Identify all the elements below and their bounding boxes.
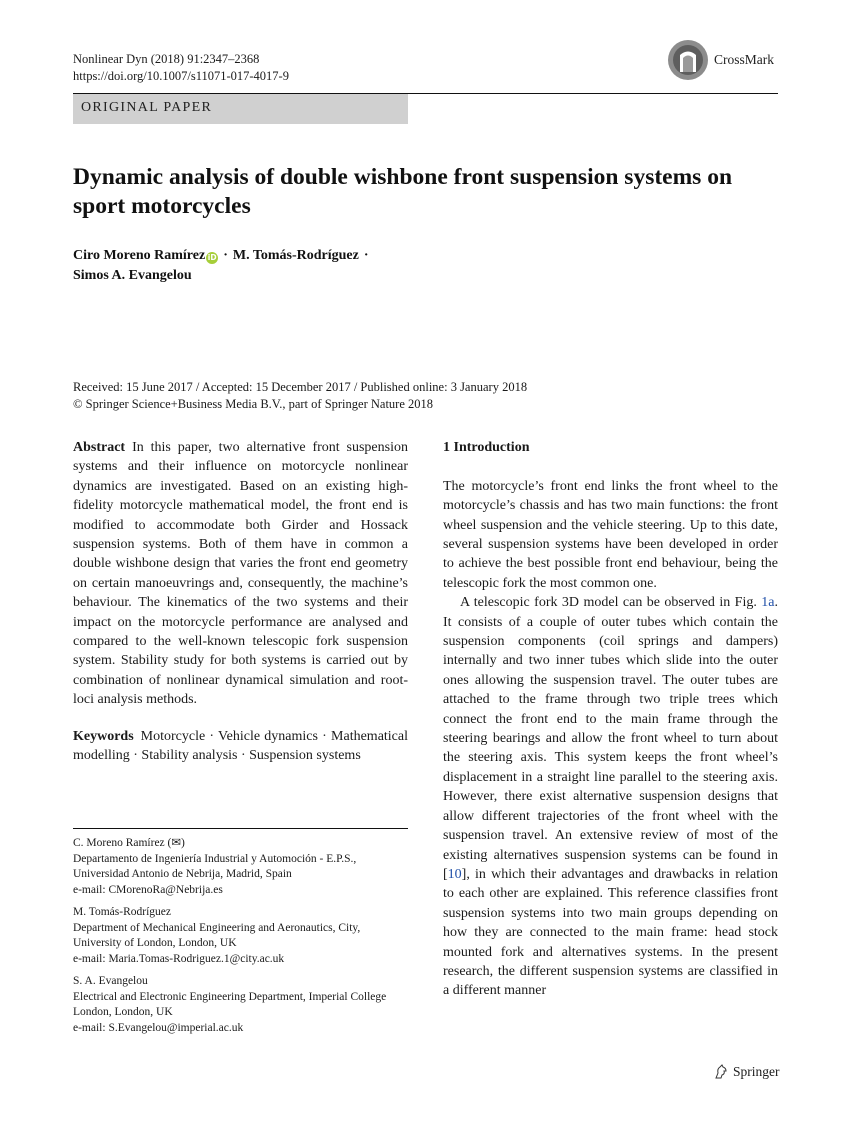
affiliation-email[interactable]: e-mail: CMorenoRa@Nebrija.es <box>73 883 223 896</box>
copyright-line: © Springer Science+Business Media B.V., part of Springer Nature 2018 <box>73 396 434 411</box>
crossmark-badge[interactable] <box>667 39 774 81</box>
affiliations <box>73 836 408 1043</box>
intro-text: A telescopic fork 3D model can be observed in Fig. <box>460 595 762 611</box>
author-name[interactable]: M. Tomás-Rodríguez <box>232 248 359 263</box>
intro-text: ], in which their advantages and drawbacks in relation to each other are explained. This reference classifies front suspension systems into two main groups depending on how they are connected to the main frame: head stock mounted fork and alternatives systems. In the present research, the different suspension systems are classified in a different manner <box>443 866 778 999</box>
citation-link[interactable]: 10 <box>447 866 462 882</box>
affiliation-author: S. A. Evangelou <box>73 975 148 987</box>
affiliation-email[interactable]: e-mail: S.Evangelou@imperial.ac.uk <box>73 1021 244 1034</box>
intro-text: . It consists of a couple of outer tubes which contain the suspension components (coil springs and dampers) internally and two inner tubes which slide into the outer ones allowing the suspension travel. The outer tubes are attached to the frame through two triple trees which connect the front end to the main frame through the steering bearings and allow the front wheel to turn about the steering axis. This system keeps the front wheel’s displacement in a straight line parallel to the steering axis. However, there exist alternative suspension designs that allow different trajectories of the front wheel with the suspension travel. An extensive review of most of the existing alternatives suspension systems can be found in [ <box>443 595 778 882</box>
paper-title: Dynamic analysis of double wishbone front suspension systems on sport motorcycles <box>73 164 733 219</box>
author-separator: · <box>363 248 369 263</box>
author-name[interactable]: Ciro Moreno Ramírez <box>73 248 206 263</box>
keywords-text: Motorcycle · Vehicle dynamics · Mathematical modelling · Stability analysis · Suspension systems <box>73 728 408 764</box>
affiliation <box>73 836 408 898</box>
author-name[interactable]: Simos A. Evangelou <box>73 268 192 283</box>
crossmark-icon <box>667 39 709 81</box>
affiliation-author: M. Tomás-Rodríguez <box>73 906 171 918</box>
affiliation <box>73 974 408 1036</box>
abstract-label: Abstract <box>73 440 126 455</box>
affiliations-rule <box>73 828 408 829</box>
affiliation-dept: Department of Mechanical Engineering and Aeronautics, City, University of London, London, UK <box>73 921 361 949</box>
author-separator: · <box>223 248 228 263</box>
intro-paragraph-2 <box>443 593 778 1001</box>
author-list <box>73 246 593 286</box>
right-column <box>443 438 778 1001</box>
publisher-name: Springer <box>733 1064 780 1079</box>
crossmark-label: CrossMark <box>714 52 774 67</box>
keywords-label: Keywords <box>73 728 134 744</box>
abstract <box>73 438 408 710</box>
keywords <box>73 727 408 766</box>
publication-dates: Received: 15 June 2017 / Accepted: 15 December 2017 / Published online: 3 January 2018 <box>73 380 528 394</box>
orcid-icon[interactable]: iD <box>207 253 217 262</box>
affiliation-dept: Departamento de Ingeniería Industrial y Automoción - E.P.S., Universidad Antonio de Nebrija, Madrid, Spain <box>73 852 357 880</box>
article-history <box>73 379 773 412</box>
doi-link[interactable]: https://doi.org/10.1007/s11071-017-4017-9 <box>73 68 289 83</box>
section-heading: 1 Introduction <box>443 440 530 455</box>
springer-horse-icon <box>713 1064 729 1080</box>
affiliation-dept: Electrical and Electronic Engineering Department, Imperial College London, London, UK <box>73 990 387 1018</box>
affiliation-email[interactable]: e-mail: Maria.Tomas-Rodriguez.1@city.ac.uk <box>73 952 285 965</box>
springer-logo <box>713 1064 780 1080</box>
left-column <box>73 438 408 766</box>
journal-citation <box>73 51 289 84</box>
affiliation <box>73 905 408 967</box>
journal-line: Nonlinear Dyn (2018) 91:2347–2368 <box>73 52 260 66</box>
paper-type-banner: ORIGINAL PAPER <box>73 94 408 124</box>
abstract-text: In this paper, two alternative front suspension systems and their influence on motorcycle nonlinear dynamics are investigated. Based on an existing high-fidelity motorcycle mathematical model, the front end is modified to accommodate both Girder and Hossack suspension systems. Both of them have in common a double wishbone design that varies the front end geometry on certain manoeuvrings and, consequently, the machine’s behaviour. The kinematics of the two systems and their impact on the motorcycle performance are analysed and compared to the well-known telescopic fork suspension system. Stability study for both systems is carried out by combination of nonlinear dynamical simulation and root-loci analysis methods. <box>73 440 408 708</box>
section-body <box>443 477 778 1001</box>
figure-reference-link[interactable]: 1a <box>761 595 775 611</box>
affiliation-author: C. Moreno Ramírez (✉) <box>73 837 185 849</box>
intro-paragraph-1: The motorcycle’s front end links the front wheel to the motorcycle’s chassis and has two main functions: the front wheel suspension and the vehicle steering. Up to this date, several suspension systems have been developed in order to achieve the best possible front end behaviour, being the telescopic fork the most common one. <box>443 478 778 591</box>
